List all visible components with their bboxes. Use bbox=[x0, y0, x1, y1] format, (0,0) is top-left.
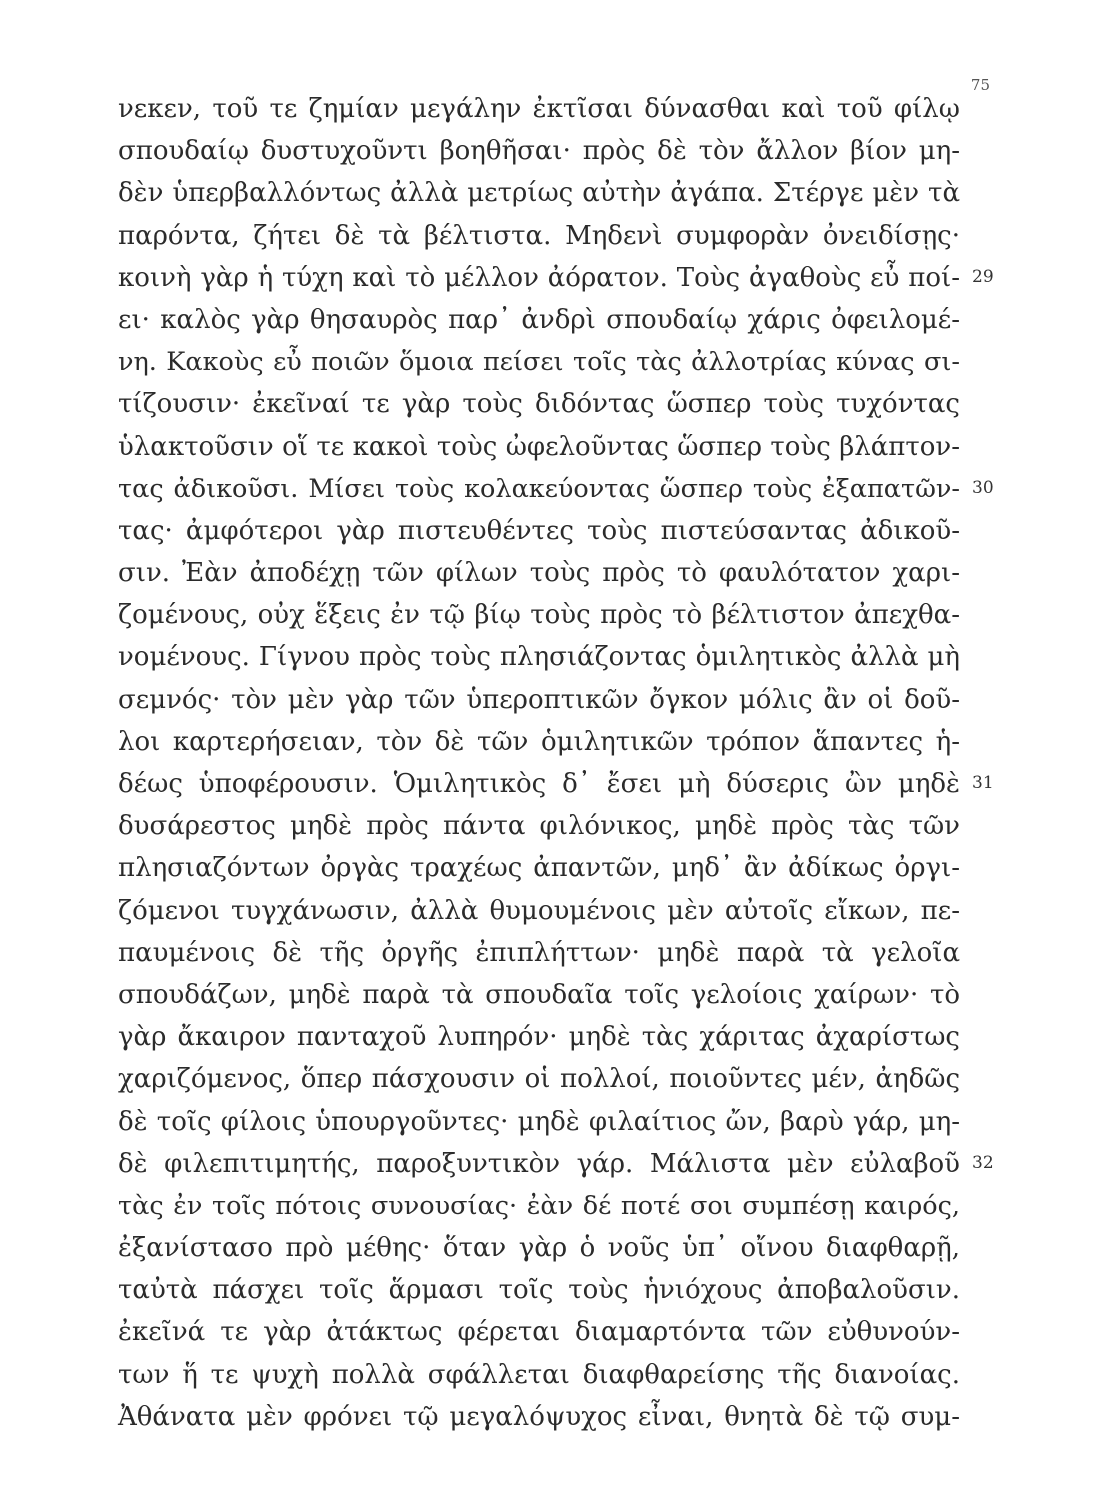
text-line: ταὐτὰ πάσχει τοῖς ἅρμασι τοῖς τοὺς ἡνιόχους ἀποβαλοῦσιν. bbox=[118, 1275, 960, 1306]
text-line: σεμνός· τὸν μὲν γὰρ τῶν ὑπεροπτικῶν ὄγκον μόλις ἂν οἱ δοῦ- bbox=[118, 684, 960, 715]
text-line: ζόμενοι τυγχάνωσιν, ἀλλὰ θυμουμένοις μὲν αὐτοῖς εἴκων, πε- bbox=[118, 895, 960, 926]
section-number: 29 bbox=[972, 267, 994, 287]
section-number: 32 bbox=[972, 1153, 994, 1173]
text-line: πλησιαζόντων ὀργὰς τραχέως ἀπαντῶν, μηδ᾽ ἂν ἀδίκως ὀργι- bbox=[118, 853, 960, 884]
text-line: ζομένους, οὐχ ἕξεις ἐν τῷ βίῳ τοὺς πρὸς τὸ βέλτιστον ἀπεχθα- bbox=[118, 600, 960, 631]
text-line: τας· ἀμφότεροι γὰρ πιστευθέντες τοὺς πιστεύσαντας ἀδικοῦ- bbox=[118, 515, 960, 546]
text-line: λοι καρτερήσειαν, τὸν δὲ τῶν ὁμιλητικῶν τρόπον ἅπαντες ἡ- bbox=[118, 726, 960, 757]
text-line: τὰς ἐν τοῖς πότοις συνουσίας· ἐὰν δέ ποτέ σοι συμπέσῃ καιρός, bbox=[118, 1190, 960, 1221]
text-line: χαριζόμενος, ὅπερ πάσχουσιν οἱ πολλοί, ποιοῦντες μέν, ἀηδῶς bbox=[118, 1064, 960, 1095]
text-line: ἐξανίστασο πρὸ μέθης· ὅταν γὰρ ὁ νοῦς ὑπ᾽ οἴνου διαφθαρῇ, bbox=[118, 1233, 960, 1264]
text-line: δέως ὑποφέρουσιν. Ὁμιλητικὸς δ᾽ ἔσει μὴ δύσερις ὢν μηδὲ bbox=[118, 769, 960, 799]
text-line: νη. Κακοὺς εὖ ποιῶν ὅμοια πείσει τοῖς τὰς ἀλλοτρίας κύνας σι- bbox=[118, 347, 960, 378]
text-line: ὑλακτοῦσιν οἵ τε κακοὶ τοὺς ὠφελοῦντας ὥσπερ τοὺς βλάπτον- bbox=[118, 431, 960, 462]
text-line: παρόντα, ζήτει δὲ τὰ βέλτιστα. Μηδενὶ συμφορὰν ὀνειδίσῃς· bbox=[118, 220, 960, 251]
text-line: δὲ φιλεπιτιμητής, παροξυντικὸν γάρ. Μάλιστα μὲν εὐλαβοῦ bbox=[118, 1148, 960, 1179]
text-line: δυσάρεστος μηδὲ πρὸς πάντα φιλόνικος, μηδὲ πρὸς τὰς τῶν bbox=[118, 811, 960, 842]
body-text bbox=[118, 88, 960, 1438]
section-number: 31 bbox=[972, 773, 994, 793]
text-line: Ἀθάνατα μὲν φρόνει τῷ μεγαλόψυχος εἶναι, θνητὰ δὲ τῷ συμ- bbox=[118, 1401, 960, 1432]
text-line: σπουδαίῳ δυστυχοῦντι βοηθῆσαι· πρὸς δὲ τὸν ἄλλον βίον μη- bbox=[118, 136, 960, 167]
page-number: 75 bbox=[970, 76, 990, 94]
text-line: σπουδάζων, μηδὲ παρὰ τὰ σπουδαῖα τοῖς γελοίοις χαίρων· τὸ bbox=[118, 979, 960, 1010]
section-number: 30 bbox=[972, 478, 994, 498]
text-line: δὲν ὑπερβαλλόντως ἀλλὰ μετρίως αὐτὴν ἀγάπα. Στέργε μὲν τὰ bbox=[118, 178, 960, 209]
text-line: κοινὴ γὰρ ἡ τύχη καὶ τὸ μέλλον ἀόρατον. Τοὺς ἀγαθοὺς εὖ ποί- bbox=[118, 262, 960, 293]
text-line: σιν. Ἐὰν ἀποδέχῃ τῶν φίλων τοὺς πρὸς τὸ φαυλότατον χαρι- bbox=[118, 558, 960, 589]
text-line: νεκεν, τοῦ τε ζημίαν μεγάλην ἐκτῖσαι δύνασθαι καὶ τοῦ φίλῳ bbox=[118, 94, 960, 124]
text-line: τας ἀδικοῦσι. Μίσει τοὺς κολακεύοντας ὥσπερ τοὺς ἐξαπατῶν- bbox=[118, 473, 960, 504]
text-line: νομένους. Γίγνου πρὸς τοὺς πλησιάζοντας ὁμιλητικὸς ἀλλὰ μὴ bbox=[118, 642, 960, 673]
text-line: τίζουσιν· ἐκεῖναί τε γὰρ τοὺς διδόντας ὥσπερ τοὺς τυχόντας bbox=[118, 389, 960, 420]
text-line: γὰρ ἄκαιρον πανταχοῦ λυπηρόν· μηδὲ τὰς χάριτας ἀχαρίστως bbox=[118, 1022, 960, 1053]
text-line: δὲ τοῖς φίλοις ὑπουργοῦντες· μηδὲ φιλαίτιος ὤν, βαρὺ γάρ, μη- bbox=[118, 1106, 960, 1137]
text-line: ἐκεῖνά τε γὰρ ἀτάκτως φέρεται διαμαρτόντα τῶν εὐθυνούν- bbox=[118, 1317, 960, 1348]
text-line: ει· καλὸς γὰρ θησαυρὸς παρ᾽ ἀνδρὶ σπουδαίῳ χάρις ὀφειλομέ- bbox=[118, 304, 960, 335]
text-line: παυμένοις δὲ τῆς ὀργῆς ἐπιπλήττων· μηδὲ παρὰ τὰ γελοῖα bbox=[118, 937, 960, 968]
text-line: των ἥ τε ψυχὴ πολλὰ σφάλλεται διαφθαρείσης τῆς διανοίας. bbox=[118, 1359, 960, 1390]
